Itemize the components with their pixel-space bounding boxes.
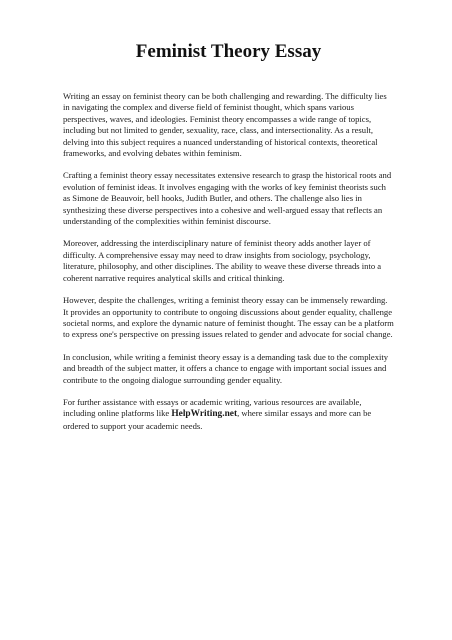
paragraph-interdisciplinary: Moreover, addressing the interdisciplinary nature of feminist theory adds another layer of difficulty. A comprehensive essay may need to draw insights from sociology, psychology, literature, philosophy, and other disciplines. The ability to weave these diverse threads into a coherent narrative requires analytical skills and critical thinking. bbox=[63, 238, 382, 283]
resources-text-after-link: , where similar essays and more can be ordered to support your academic needs. bbox=[63, 408, 372, 431]
resources-text-before-link: For further assistance with essays or academic writing, various resources are available, including online platforms like bbox=[63, 396, 362, 419]
paragraph-intro: Writing an essay on feminist theory can be both challenging and rewarding. The difficulty lies in navigating the complex and diverse field of feminist thought, which spans various perspectives, waves, and ideologies. Feminist theory encompasses a wide range of topics, including but not limited to gender, sexuality, race, class, and intersectionality. As a result, delving into this subject requires a nuanced understanding of historical contexts, theoretical frameworks, and evolving debates within feminism. bbox=[63, 91, 387, 159]
helpwriting-link[interactable]: HelpWriting.net bbox=[171, 409, 238, 420]
paragraph-resources bbox=[63, 397, 394, 432]
paragraph-conclusion: In conclusion, while writing a feminist theory essay is a demanding task due to the complexity and breadth of the subject matter, it offers a chance to engage with important social issues and contribute to the ongoing dialogue surrounding gender equality. bbox=[63, 351, 389, 385]
page-title: Feminist Theory Essay bbox=[135, 41, 322, 62]
paragraph-rewarding: However, despite the challenges, writing a feminist theory essay can be immensely rewarding. It provides an opportunity to contribute to ongoing discussions about gender equality, challenge societal norms, and explore the dynamic nature of feminist thought. The essay can be a platform to express one's perspective on pressing issues related to gender and advocate for social change. bbox=[63, 295, 394, 340]
paragraph-research: Crafting a feminist theory essay necessitates extensive research to grasp the historical roots and evolution of feminist ideas. It involves engaging with the works of key feminist theorists such as Simone de Beauvoir, bell hooks, Judith Butler, and others. The challenge also lies in synthesizing these diverse perspectives into a cohesive and well-argued essay that reflects an understanding of the complexities within feminist discourse. bbox=[63, 170, 392, 227]
